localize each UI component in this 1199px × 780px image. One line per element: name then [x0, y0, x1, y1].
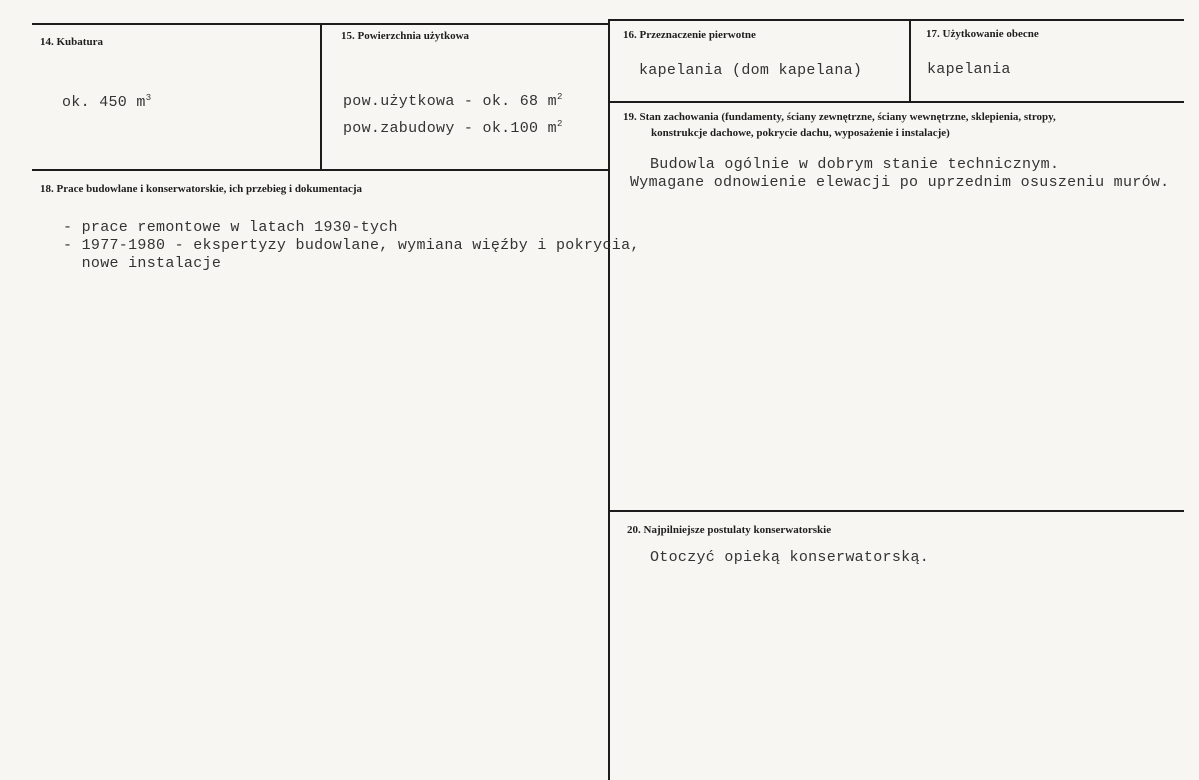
field-18-label: 18. Prace budowlane i konserwatorskie, ich przebieg i dokumentacja [40, 183, 363, 195]
divider-row-right-2 [609, 510, 1184, 512]
field-15-line1 [343, 88, 563, 111]
field-14-exponent: 3 [145, 93, 152, 103]
field-19-line2: Wymagane odnowienie elewacji po uprzednim osuszeniu murów. [630, 174, 1170, 191]
divider-16-17 [909, 19, 911, 101]
top-border-right [609, 19, 1184, 21]
field-20-label: 20. Najpilniejsze postulaty konserwatorskie [627, 524, 832, 536]
field-14-value [62, 89, 151, 112]
field-14-label: 14. Kubatura [40, 36, 103, 48]
field-15-line1-exponent: 2 [556, 92, 563, 102]
field-17-label: 17. Użytkowanie obecne [926, 28, 1039, 40]
field-15-line2-exponent: 2 [556, 119, 563, 129]
field-19-line1: Budowla ogólnie w dobrym stanie technicznym. [650, 156, 1060, 173]
field-20-value: Otoczyć opieką konserwatorską. [650, 549, 930, 566]
field-15-line1-text: pow.użytkowa - ok. 68 m [343, 93, 557, 110]
divider-row-right-1 [609, 101, 1184, 103]
field-15-line2-text: pow.zabudowy - ok.100 m [343, 120, 557, 137]
field-14-text: ok. 450 m [62, 94, 146, 111]
field-16-label: 16. Przeznaczenie pierwotne [623, 29, 756, 41]
field-18-line3: nowe instalacje [63, 255, 222, 272]
divider-row-left-1 [32, 169, 609, 171]
divider-14-15 [320, 23, 322, 170]
divider-center [608, 19, 610, 780]
field-19-label-line2: konstrukcje dachowe, pokrycie dachu, wyposażenie i instalacje) [651, 127, 950, 139]
field-17-value: kapelania [927, 61, 1011, 78]
field-18-line2: - 1977-1980 - ekspertyzy budowlane, wymiana więźby i pokrycia, [63, 237, 640, 254]
field-16-value: kapelania (dom kapelana) [639, 62, 863, 79]
field-15-line2 [343, 115, 563, 138]
field-18-line1: - prace remontowe w latach 1930-tych [63, 219, 398, 236]
field-19-label-line1: 19. Stan zachowania (fundamenty, ściany zewnętrzne, ściany wewnętrzne, sklepienia, stropy, [623, 111, 1056, 123]
field-15-label: 15. Powierzchnia użytkowa [341, 30, 470, 42]
